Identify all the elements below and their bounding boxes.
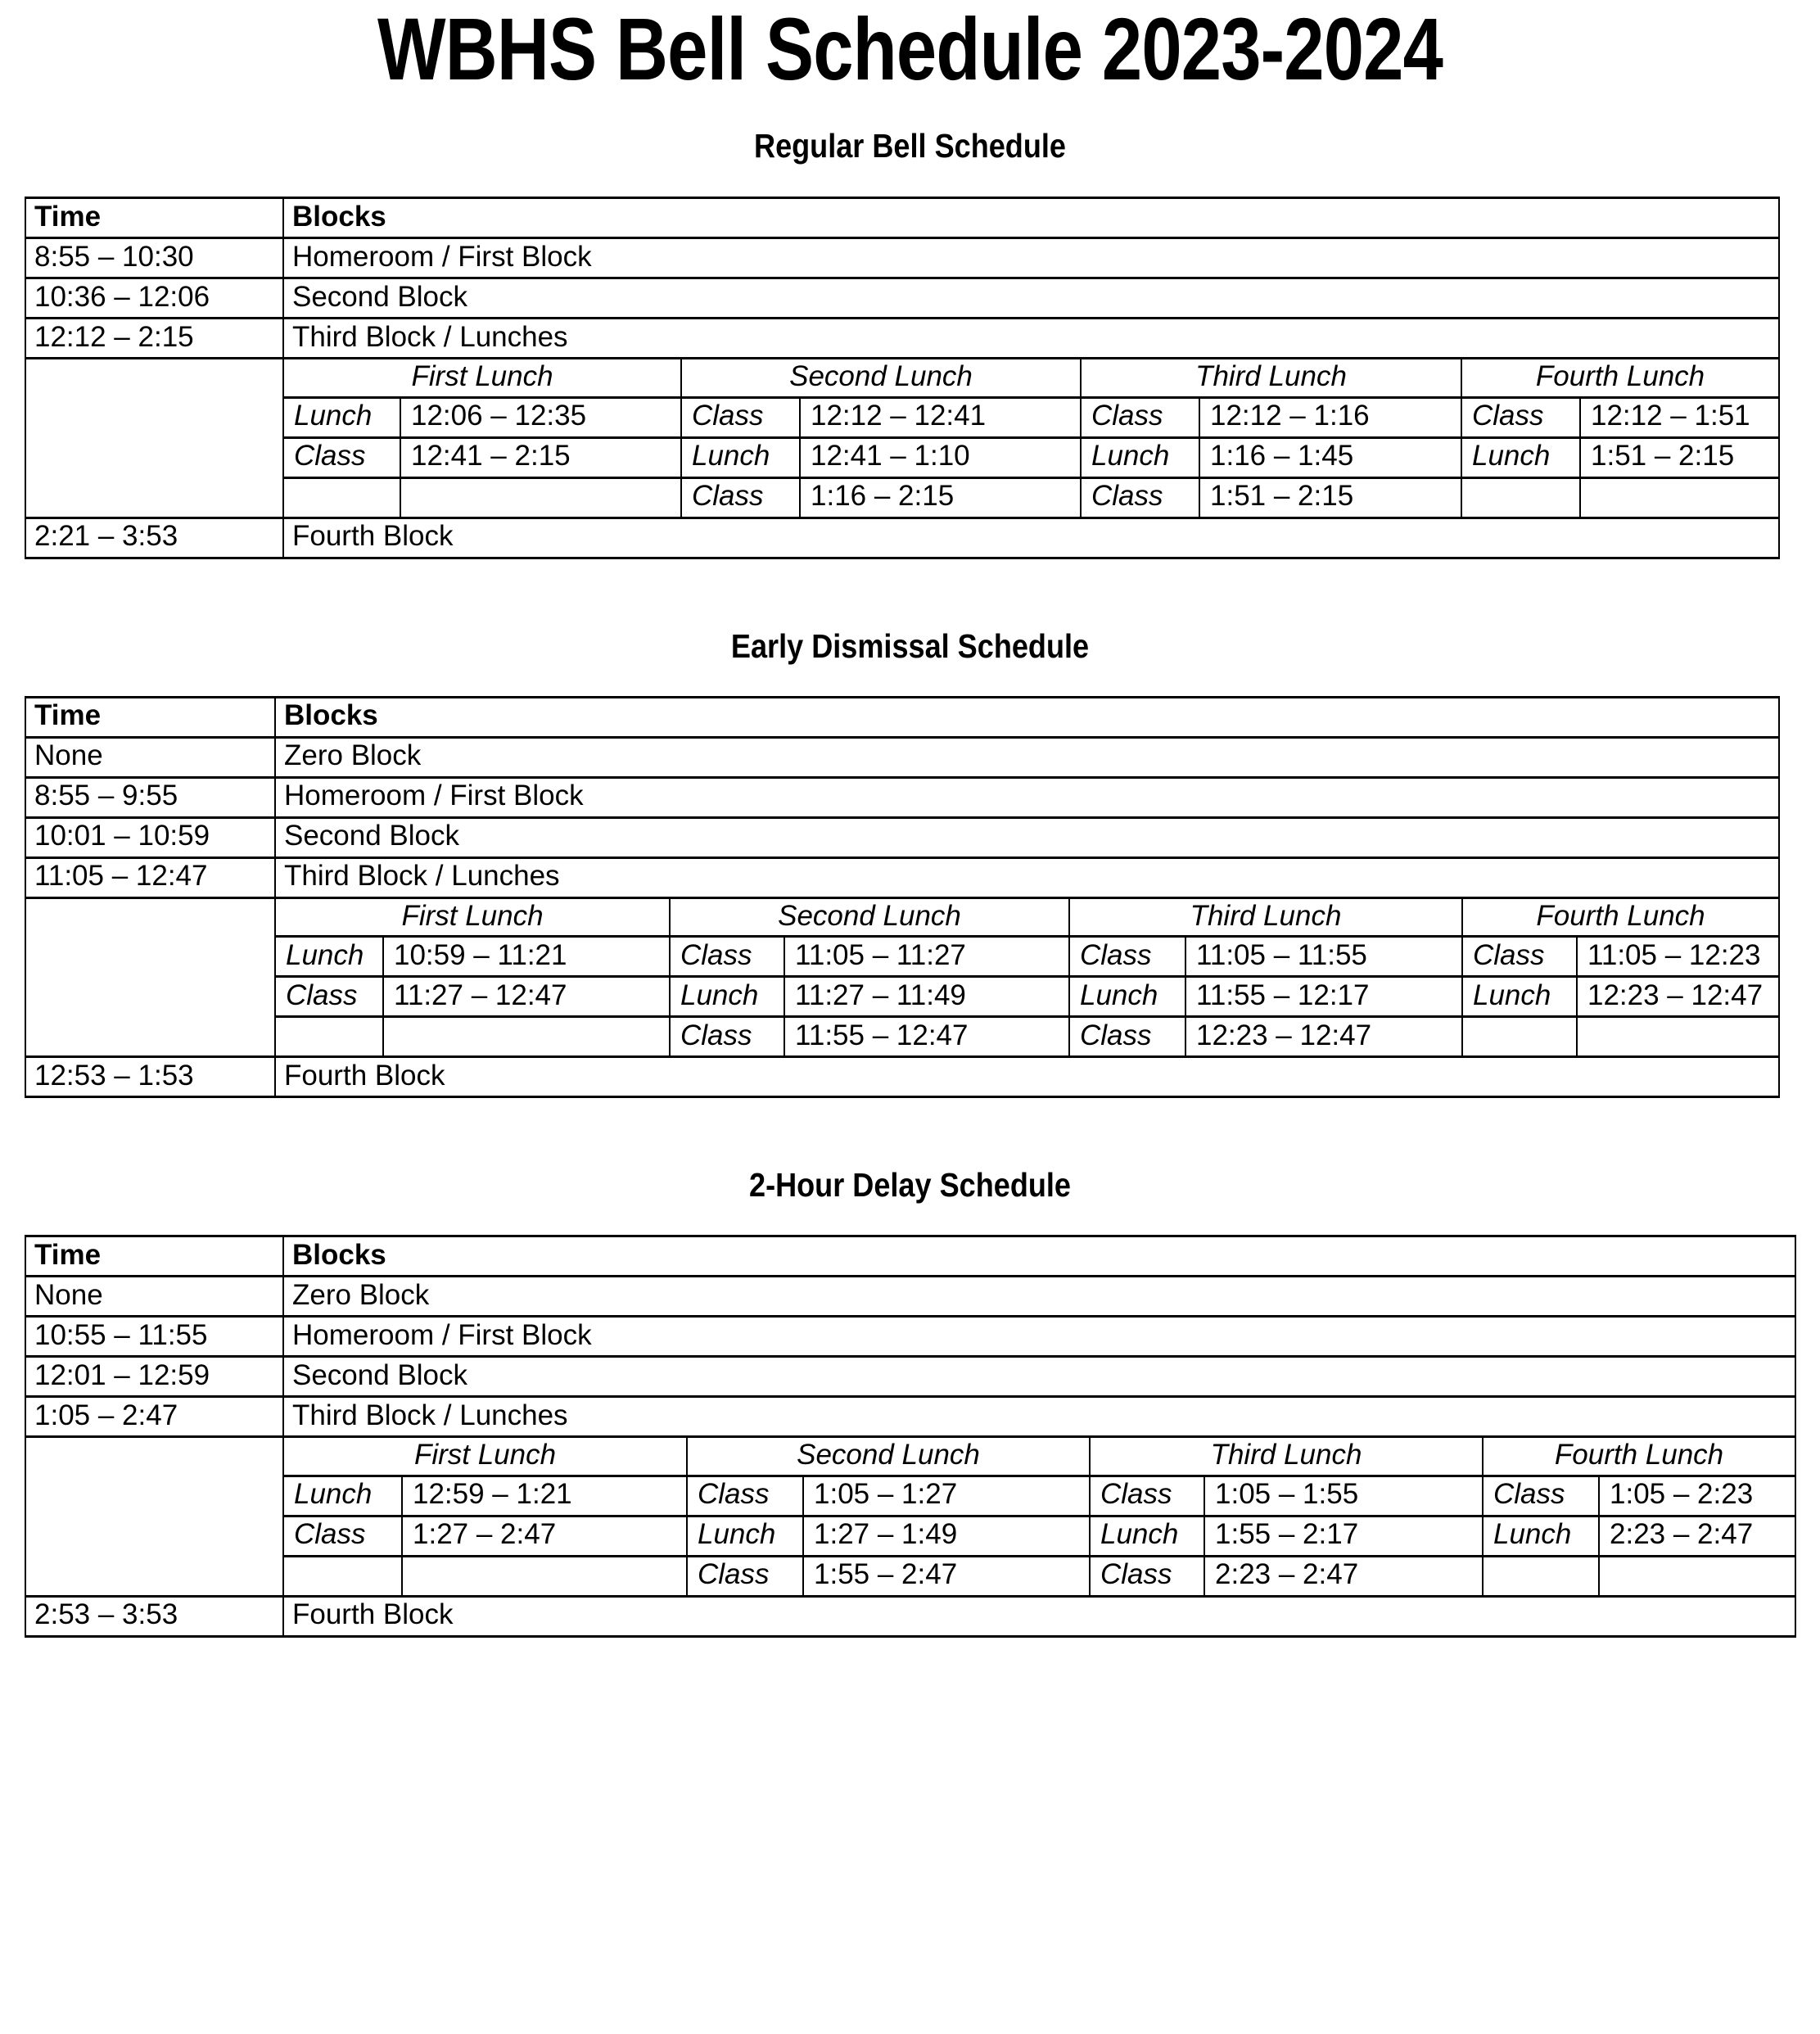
- column-header-blocks: Blocks: [283, 1236, 1795, 1277]
- lunch-header-row: [25, 359, 1779, 398]
- row-time-empty: [25, 359, 283, 398]
- lunch-section-header-first: First Lunch: [283, 359, 681, 398]
- lunch-cell-label: Lunch: [1090, 1516, 1204, 1556]
- table-row-final: [25, 1057, 1779, 1097]
- row-time: None: [25, 1277, 283, 1317]
- lunch-cell-time: 11:05 – 11:27: [784, 937, 1069, 977]
- lunch-grid-row: [25, 477, 1779, 518]
- row-time: 8:55 – 10:30: [25, 238, 283, 278]
- lunch-cell-time: 1:55 – 2:47: [803, 1556, 1090, 1596]
- lunch-cell-label: Class: [670, 1017, 784, 1057]
- lunch-cell-time: 1:16 – 2:15: [800, 477, 1081, 518]
- lunch-cell-time: 12:41 – 2:15: [400, 437, 681, 477]
- table-row-final: [25, 1596, 1795, 1636]
- lunch-section-header-fourth: Fourth Lunch: [1461, 359, 1779, 398]
- lunch-grid-row: [25, 937, 1779, 977]
- lunch-cell-time: 11:05 – 12:23: [1577, 937, 1779, 977]
- row-time: 2:21 – 3:53: [25, 518, 283, 558]
- lunch-section-header-fourth: Fourth Lunch: [1462, 897, 1779, 937]
- lunch-section-header-second: Second Lunch: [687, 1437, 1090, 1476]
- lunch-cell-label: Class: [687, 1476, 803, 1516]
- lunch-cell-label: Lunch: [687, 1516, 803, 1556]
- lunch-cell-label: Class: [1090, 1476, 1204, 1516]
- row-block: Zero Block: [275, 737, 1779, 777]
- lunch-cell-time: 1:27 – 1:49: [803, 1516, 1090, 1556]
- lunch-cell-time: 12:41 – 1:10: [800, 437, 1081, 477]
- column-header-blocks: Blocks: [283, 198, 1779, 238]
- row-block: Third Block / Lunches: [275, 857, 1779, 897]
- row-block: Second Block: [283, 1357, 1795, 1397]
- row-time-empty: [25, 937, 275, 977]
- lunch-grid-row: [25, 1476, 1795, 1516]
- lunch-cell-time: 10:59 – 11:21: [383, 937, 670, 977]
- lunch-cell-label: Lunch: [670, 977, 784, 1017]
- column-header-time: Time: [25, 1236, 283, 1277]
- lunch-cell-time: 12:12 – 1:51: [1580, 397, 1779, 437]
- lunch-cell-time: 1:05 – 2:23: [1599, 1476, 1795, 1516]
- schedule-table-early-dismissal: [25, 696, 1780, 1099]
- lunch-section-header-second: Second Lunch: [670, 897, 1069, 937]
- lunch-cell-label: Class: [1081, 477, 1199, 518]
- row-time-empty: [25, 1017, 275, 1057]
- row-time: 12:01 – 12:59: [25, 1357, 283, 1397]
- table-row: [25, 278, 1779, 319]
- schedule-table-regular: [25, 197, 1780, 559]
- lunch-cell-label: [275, 1017, 383, 1057]
- lunch-cell-label: [1461, 477, 1580, 518]
- row-time-empty: [25, 1556, 283, 1596]
- lunch-grid-row: [25, 397, 1779, 437]
- lunch-section-header-fourth: Fourth Lunch: [1483, 1437, 1795, 1476]
- row-time: 10:01 – 10:59: [25, 817, 275, 857]
- lunch-section-header-third: Third Lunch: [1081, 359, 1461, 398]
- table-row: [25, 1317, 1795, 1357]
- lunch-cell-time: 2:23 – 2:47: [1599, 1516, 1795, 1556]
- row-time: 8:55 – 9:55: [25, 777, 275, 817]
- lunch-cell-time: 12:12 – 12:41: [800, 397, 1081, 437]
- row-block: Fourth Block: [275, 1057, 1779, 1097]
- row-block: Second Block: [283, 278, 1779, 319]
- row-time: 10:36 – 12:06: [25, 278, 283, 319]
- lunch-cell-label: Class: [283, 437, 400, 477]
- table-row: [25, 737, 1779, 777]
- lunch-cell-time: 12:12 – 1:16: [1199, 397, 1461, 437]
- lunch-cell-label: Class: [681, 477, 800, 518]
- lunch-cell-time: 1:51 – 2:15: [1199, 477, 1461, 518]
- table-row-final: [25, 518, 1779, 558]
- lunch-cell-time: 12:23 – 12:47: [1577, 977, 1779, 1017]
- row-time: 10:55 – 11:55: [25, 1317, 283, 1357]
- table-header-row: [25, 198, 1779, 238]
- lunch-cell-time: 11:27 – 11:49: [784, 977, 1069, 1017]
- lunch-cell-label: Class: [681, 397, 800, 437]
- table-header-row: [25, 697, 1779, 737]
- lunch-cell-label: Lunch: [1483, 1516, 1599, 1556]
- lunch-cell-label: [1462, 1017, 1577, 1057]
- row-time-empty: [25, 437, 283, 477]
- lunch-cell-time: 12:59 – 1:21: [402, 1476, 687, 1516]
- column-header-time: Time: [25, 697, 275, 737]
- lunch-cell-time: 1:16 – 1:45: [1199, 437, 1461, 477]
- row-block: Zero Block: [283, 1277, 1795, 1317]
- lunch-cell-label: Class: [1090, 1556, 1204, 1596]
- lunch-cell-time: [383, 1017, 670, 1057]
- table-row: [25, 1397, 1795, 1437]
- lunch-grid-row: [25, 977, 1779, 1017]
- lunch-cell-label: Class: [1081, 397, 1199, 437]
- column-header-time: Time: [25, 198, 283, 238]
- lunch-grid-row: [25, 1516, 1795, 1556]
- lunch-cell-time: [1599, 1556, 1795, 1596]
- row-time-empty: [25, 1476, 283, 1516]
- lunch-cell-time: 11:27 – 12:47: [383, 977, 670, 1017]
- lunch-grid-row: [25, 1017, 1779, 1057]
- table-row: [25, 857, 1779, 897]
- row-time: 11:05 – 12:47: [25, 857, 275, 897]
- row-time: None: [25, 737, 275, 777]
- lunch-cell-label: Lunch: [1461, 437, 1580, 477]
- lunch-cell-label: Lunch: [681, 437, 800, 477]
- table-row: [25, 817, 1779, 857]
- column-header-blocks: Blocks: [275, 697, 1779, 737]
- lunch-cell-label: Class: [1462, 937, 1577, 977]
- lunch-section-header-first: First Lunch: [283, 1437, 687, 1476]
- row-time-empty: [25, 477, 283, 518]
- lunch-section-header-third: Third Lunch: [1069, 897, 1462, 937]
- lunch-cell-time: 11:55 – 12:17: [1185, 977, 1462, 1017]
- row-block: Homeroom / First Block: [275, 777, 1779, 817]
- table-row: [25, 777, 1779, 817]
- lunch-cell-time: 11:55 – 12:47: [784, 1017, 1069, 1057]
- lunch-cell-time: 11:05 – 11:55: [1185, 937, 1462, 977]
- lunch-cell-time: 1:51 – 2:15: [1580, 437, 1779, 477]
- lunch-cell-time: [1580, 477, 1779, 518]
- lunch-cell-label: Class: [1483, 1476, 1599, 1516]
- row-time-empty: [25, 1437, 283, 1476]
- lunch-cell-label: Lunch: [283, 397, 400, 437]
- table-row: [25, 1277, 1795, 1317]
- lunch-cell-label: Class: [687, 1556, 803, 1596]
- lunch-cell-time: 12:23 – 12:47: [1185, 1017, 1462, 1057]
- page-title: WBHS Bell Schedule 2023-2024: [377, 0, 1443, 98]
- lunch-section-header-second: Second Lunch: [681, 359, 1081, 398]
- section-heading-two-hour-delay: 2-Hour Delay Schedule: [748, 1166, 1071, 1204]
- lunch-cell-time: [402, 1556, 687, 1596]
- table-row: [25, 319, 1779, 359]
- table-row: [25, 1357, 1795, 1397]
- lunch-cell-time: 12:06 – 12:35: [400, 397, 681, 437]
- lunch-cell-label: Class: [670, 937, 784, 977]
- row-block: Third Block / Lunches: [283, 1397, 1795, 1437]
- lunch-section-header-first: First Lunch: [275, 897, 670, 937]
- lunch-cell-time: 1:27 – 2:47: [402, 1516, 687, 1556]
- table-header-row: [25, 1236, 1795, 1277]
- row-block: Third Block / Lunches: [283, 319, 1779, 359]
- lunch-header-row: [25, 1437, 1795, 1476]
- row-block: Homeroom / First Block: [283, 238, 1779, 278]
- schedule-table-two-hour-delay: [25, 1235, 1796, 1638]
- row-block: Fourth Block: [283, 1596, 1795, 1636]
- lunch-cell-label: Class: [1069, 937, 1185, 977]
- row-time: 12:12 – 2:15: [25, 319, 283, 359]
- lunch-cell-time: 1:55 – 2:17: [1204, 1516, 1483, 1556]
- lunch-cell-label: [1483, 1556, 1599, 1596]
- lunch-cell-label: [283, 1556, 402, 1596]
- row-block: Second Block: [275, 817, 1779, 857]
- section-heading-regular: Regular Bell Schedule: [754, 127, 1066, 165]
- row-time: 1:05 – 2:47: [25, 1397, 283, 1437]
- row-block: Fourth Block: [283, 518, 1779, 558]
- lunch-cell-label: Lunch: [1069, 977, 1185, 1017]
- lunch-cell-label: Lunch: [1081, 437, 1199, 477]
- row-block: Homeroom / First Block: [283, 1317, 1795, 1357]
- row-time-empty: [25, 897, 275, 937]
- row-time: 2:53 – 3:53: [25, 1596, 283, 1636]
- lunch-cell-time: 1:05 – 1:55: [1204, 1476, 1483, 1516]
- lunch-cell-time: 1:05 – 1:27: [803, 1476, 1090, 1516]
- section-heading-early-dismissal: Early Dismissal Schedule: [730, 626, 1090, 665]
- lunch-cell-label: Class: [1461, 397, 1580, 437]
- lunch-cell-time: [400, 477, 681, 518]
- lunch-section-header-third: Third Lunch: [1090, 1437, 1483, 1476]
- lunch-cell-time: [1577, 1017, 1779, 1057]
- table-row: [25, 238, 1779, 278]
- lunch-cell-label: [283, 477, 400, 518]
- lunch-grid-row: [25, 1556, 1795, 1596]
- lunch-cell-label: Class: [275, 977, 383, 1017]
- row-time-empty: [25, 397, 283, 437]
- lunch-cell-label: Class: [1069, 1017, 1185, 1057]
- row-time: 12:53 – 1:53: [25, 1057, 275, 1097]
- lunch-header-row: [25, 897, 1779, 937]
- lunch-cell-label: Class: [283, 1516, 402, 1556]
- lunch-cell-label: Lunch: [1462, 977, 1577, 1017]
- lunch-cell-label: Lunch: [283, 1476, 402, 1516]
- row-time-empty: [25, 977, 275, 1017]
- lunch-grid-row: [25, 437, 1779, 477]
- lunch-cell-label: Lunch: [275, 937, 383, 977]
- lunch-cell-time: 2:23 – 2:47: [1204, 1556, 1483, 1596]
- row-time-empty: [25, 1516, 283, 1556]
